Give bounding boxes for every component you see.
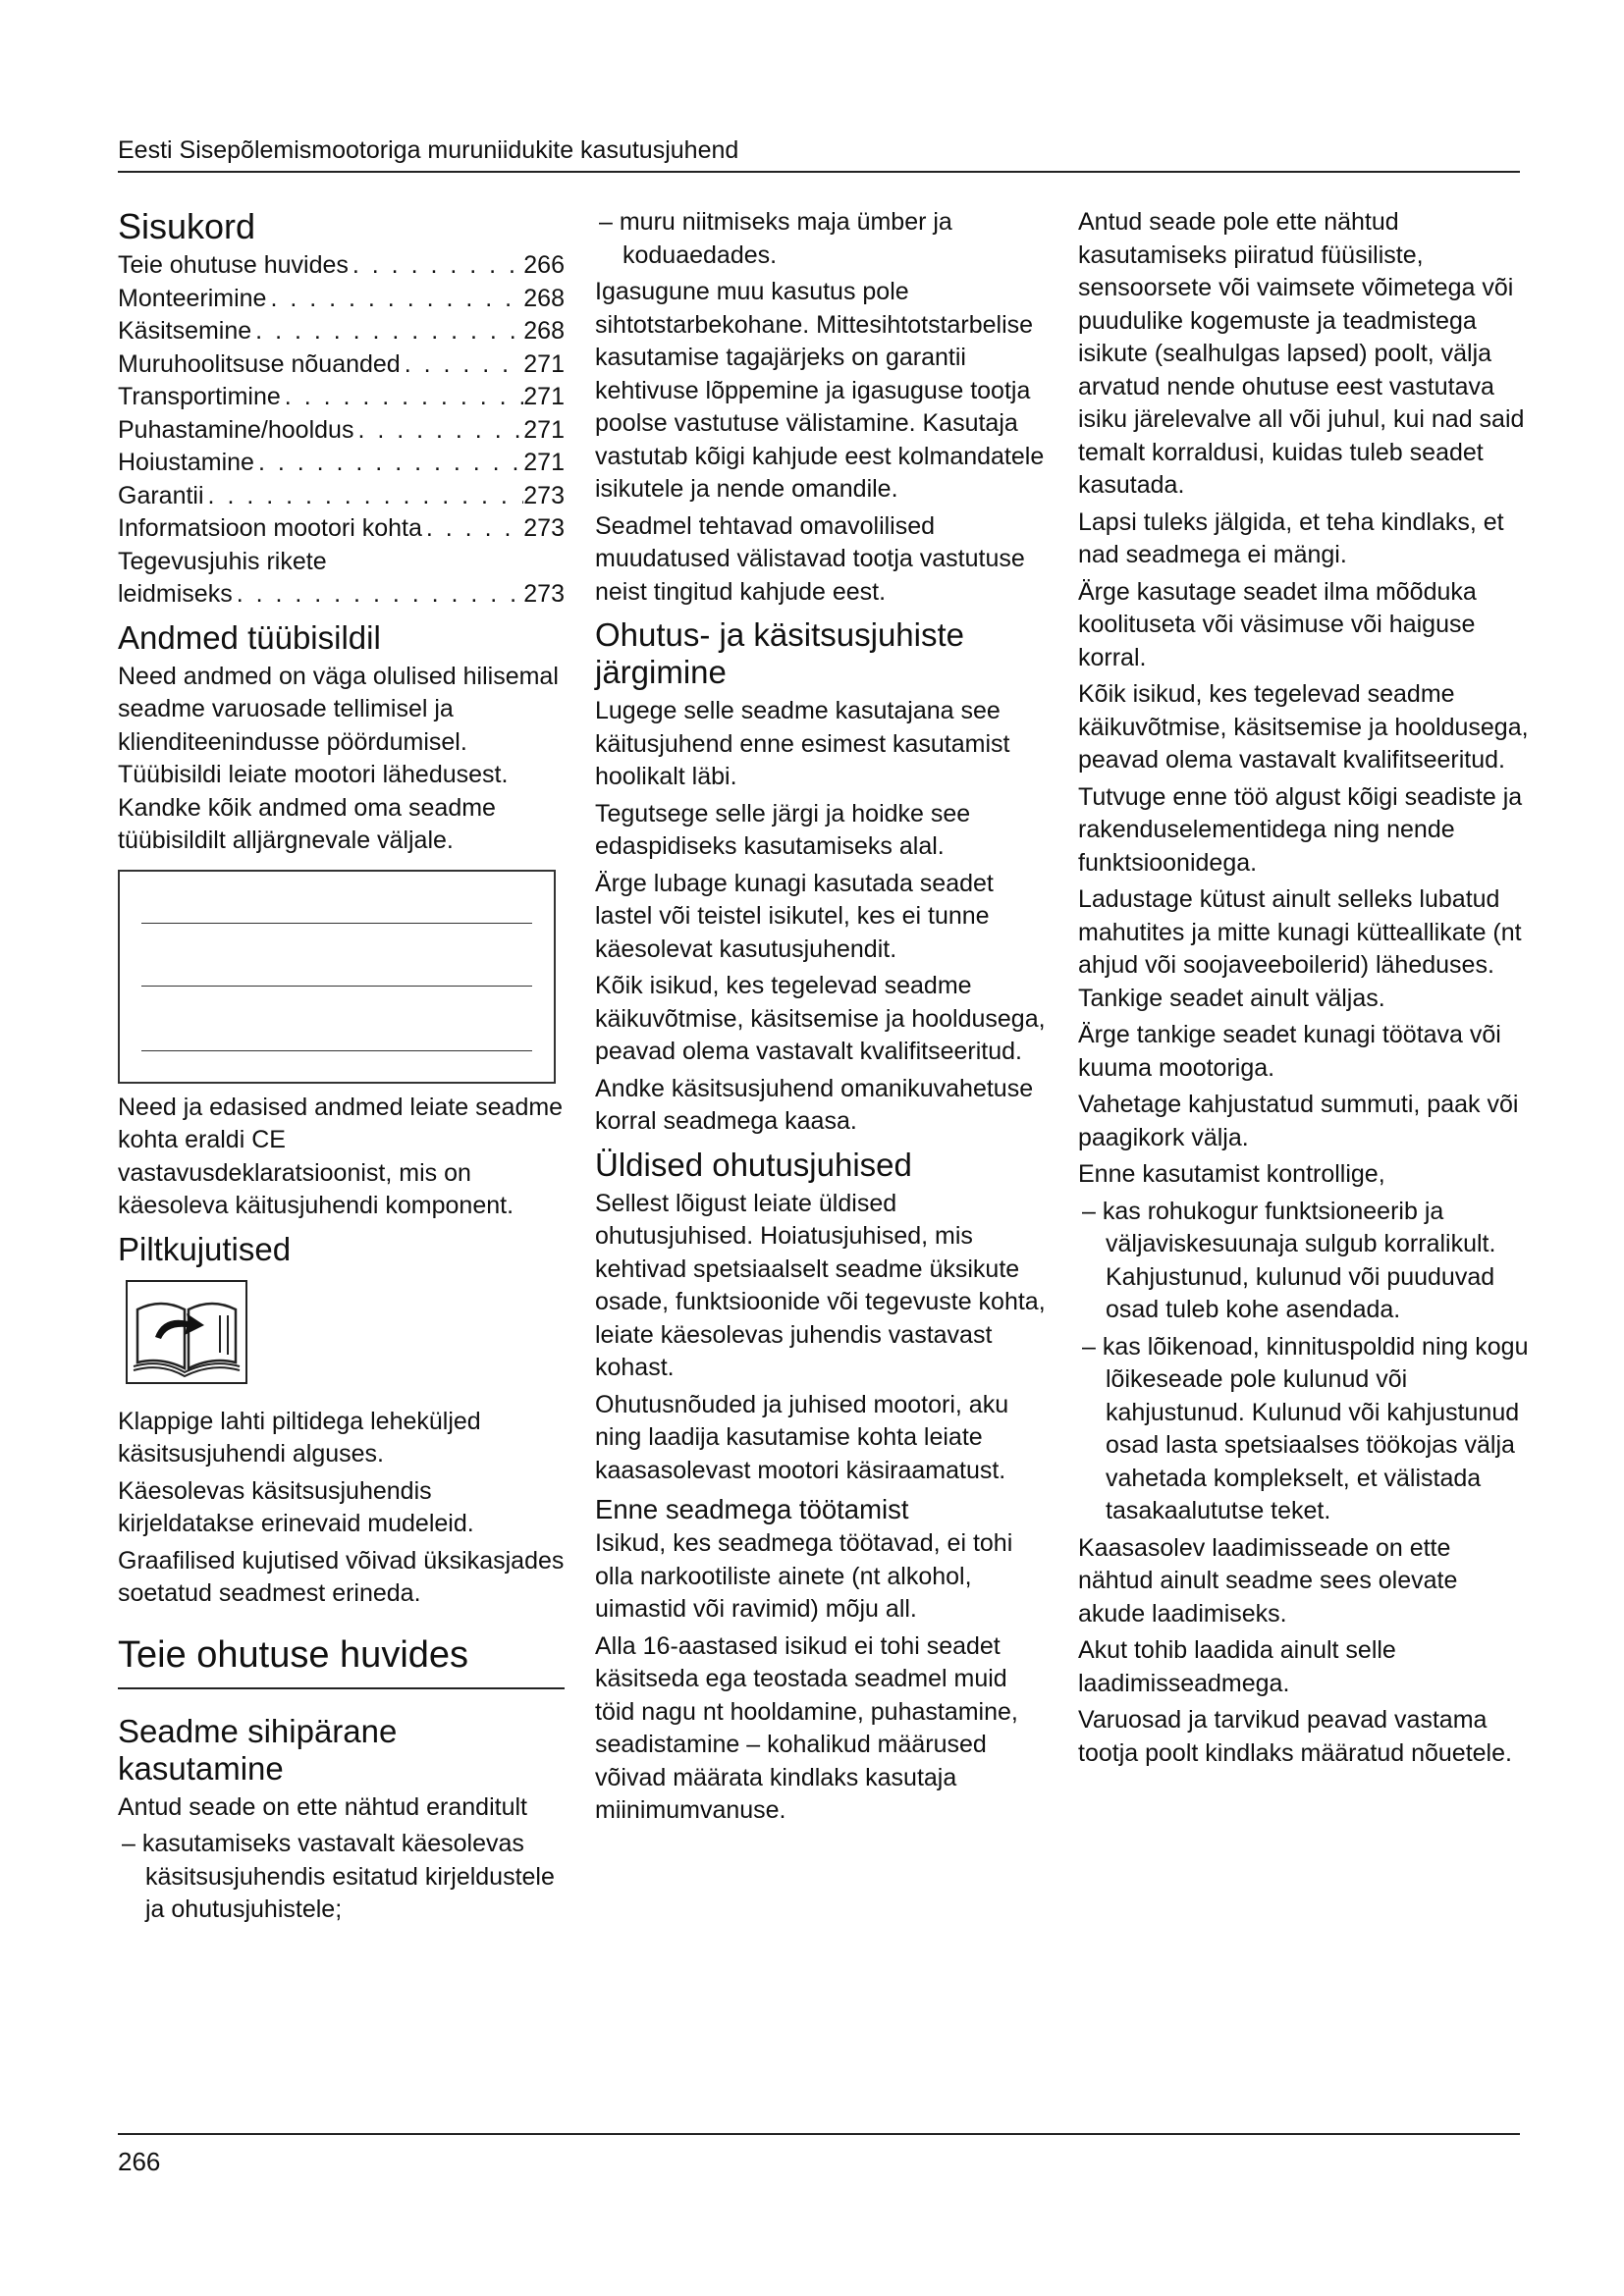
col3-p9: Enne kasutamist kontrollige, xyxy=(1078,1160,1385,1188)
toc-leader-dots xyxy=(251,315,523,348)
col3-p3: Ärge kasutage seadet ilma mõõduka koolituseta või väsimuse või haiguse korral. xyxy=(1078,577,1477,671)
col3-p10: Kaasasolev laadimisseade on ette nähtud ainult seadme sees olevate akude laadimiseks. xyxy=(1078,1533,1458,1628)
pictograms-p1: Klappige lahti piltidega leheküljed käsitsusjuhendi alguses. xyxy=(118,1407,481,1468)
toc-item[interactable] xyxy=(118,414,565,448)
nameplate-entry-line[interactable] xyxy=(141,1050,532,1052)
col3-p2: Lapsi tuleks jälgida, et teha kindlaks, et nad seadmega ei mängi. xyxy=(1078,507,1504,568)
intended-use-intro: Antud seade on ette nähtud eranditult xyxy=(118,1792,527,1821)
toc-item-label: Teie ohutuse huvides xyxy=(118,251,349,279)
footer-divider xyxy=(118,2133,1520,2135)
toc-item-page: 273 xyxy=(523,481,565,509)
intended-use-bullet: – kasutamiseks vastavalt käesolevas käsitsusjuhendis esitatud kirjeldustele ja ohutusjuhistele; xyxy=(122,1830,555,1923)
toc-leader-dots xyxy=(233,578,524,612)
col3-p11: Akut tohib laadida ainult selle laadimisseadmega. xyxy=(1078,1636,1396,1697)
toc-item-label: Garantii xyxy=(118,481,204,509)
column-3 xyxy=(1078,206,1530,1774)
following-p5: Andke käsitsusjuhend omanikuvahetuse korral seadmega kaasa. xyxy=(595,1074,1034,1135)
toc-item-page: 268 xyxy=(523,284,565,312)
check-bullet: – kas lõikenoad, kinnituspoldid ning kogu lõikeseade pole kulunud või kahjustunud. Kulunud või kahjustunud osad lasta spetsiaalses töökojas välja vahetada komplekselt, et välistada tasakaalututse teket. xyxy=(1082,1332,1529,1524)
toc-leader-dots xyxy=(204,480,524,513)
nameplate-intro: Need andmed on väga olulised hilisemal seadme varuosade tellimisel ja klienditeenindusse pöördumisel. Tüübisildi leiate mootori lähedusest. Kandke kõik andmed oma seadme tüübisildilt alljärgnevale väljale. xyxy=(118,662,559,854)
toc-item-label: Hoiustamine xyxy=(118,449,254,476)
column-2 xyxy=(595,206,1047,1832)
section-heading-safety: Teie ohutuse huvides xyxy=(118,1632,565,1689)
page-header-title: Eesti Sisepõlemismootoriga muruniidukite kasutusjuhend xyxy=(118,136,739,164)
toc-item-page: 273 xyxy=(523,580,565,608)
section-heading-nameplate: Andmed tüübisildil xyxy=(118,618,381,656)
intended-use-p1: Igasugune muu kasutus pole sihtotstarbekohane. Mittesihtotstarbelise kasutamise tagajärjeks on garantii kehtivuse lõppemine ja igasuguse tootja poolse vastutuse välistamine. Kasutaja vastutab kõigi kahjude eest kolmandatele isikutele ja nende omandile. xyxy=(595,278,1045,503)
before-p2: Alla 16-aastased isikud ei tohi seadet käsitseda ega teostada seadmel muid töid nagu nt hooldamine, puhastamine, seadistamine – kohalikud määrused võivad määrata kindlaks kasutaja miinimumvanuse. xyxy=(595,1631,1018,1824)
toc-item-page: 271 xyxy=(523,415,565,444)
toc-item-page: 271 xyxy=(523,383,565,410)
toc-item[interactable] xyxy=(118,249,565,283)
toc-item[interactable] xyxy=(118,447,565,480)
toc-item[interactable] xyxy=(118,315,565,348)
following-p2: Tegutsege selle järgi ja hoidke see edaspidiseks kasutamiseks alal. xyxy=(595,799,971,860)
toc-item-label: Käsitsemine xyxy=(118,317,252,345)
header-divider xyxy=(118,171,1520,173)
col3-p8: Vahetage kahjustatud summuti, paak või paagikork välja. xyxy=(1078,1091,1519,1151)
toc-leader-dots xyxy=(353,414,523,448)
toc-leader-dots xyxy=(401,348,524,382)
nameplate-entry-line[interactable] xyxy=(141,986,532,988)
section-heading-pictograms: Piltkujutised xyxy=(118,1230,292,1267)
following-p4: Kõik isikud, kes tegelevad seadme käikuvõtmise, käsitsemise ja hooldusega, peavad olema vastavalt kvalifitseeritud. xyxy=(595,972,1046,1065)
toc-list xyxy=(118,249,565,612)
intended-use-bullet: – muru niitmiseks maja ümber ja koduaedades. xyxy=(599,208,952,269)
toc-item-label: Informatsioon mootori kohta xyxy=(118,514,422,542)
open-book-icon xyxy=(126,1280,247,1384)
toc-item-label: Monteerimine xyxy=(118,284,267,312)
toc-leader-dots xyxy=(422,512,523,546)
toc-item[interactable] xyxy=(118,381,565,414)
col3-p4: Kõik isikud, kes tegelevad seadme käikuvõtmise, käsitsemise ja hooldusega, peavad olema vastavalt kvalifitseeritud. xyxy=(1078,680,1529,774)
toc-item-page: 271 xyxy=(523,349,565,378)
toc-leader-dots xyxy=(254,447,523,480)
subsection-heading-before-work: Enne seadmega töötamist xyxy=(595,1494,909,1524)
toc-item[interactable] xyxy=(118,283,565,316)
nameplate-after: Need ja edasised andmed leiate seadme kohta eraldi CE vastavusdeklaratsioonist, mis on käesoleva käitusjuhendi komponent. xyxy=(118,1093,564,1219)
toc-heading: Sisukord xyxy=(118,206,256,246)
toc-item[interactable] xyxy=(118,546,565,612)
toc-item-label: Transportimine xyxy=(118,383,281,410)
subsection-heading-intended-use: Seadme sihipärane kasutamine xyxy=(118,1712,398,1787)
column-1 xyxy=(118,206,565,1931)
nameplate-entry-line[interactable] xyxy=(141,923,532,925)
intended-use-p2: Seadmel tehtavad omavolilised muudatused välistavad tootja vastutuse neist tingitud kahjude eest. xyxy=(595,511,1025,606)
col3-p6: Ladustage kütust ainult selleks lubatud mahutites ja mitte kunagi kütteallikate (nt ahjud või soojaveeboilerid) läheduses. Tankige seadet ainult väljas. xyxy=(1078,885,1522,1012)
page-number: 266 xyxy=(118,2147,161,2176)
toc-item-label: Muruhoolitsuse nõuanded xyxy=(118,349,401,378)
toc-item[interactable] xyxy=(118,348,565,382)
toc-item[interactable] xyxy=(118,512,565,546)
pictograms-p2: Käesolevas käsitsusjuhendis kirjeldatakse erinevaid mudeleid. xyxy=(118,1476,474,1537)
toc-item-label: Tegevusjuhis rikete xyxy=(118,547,327,575)
col3-p12: Varuosad ja tarvikud peavad vastama tootja poolt kindlaks määratud nõuetele. xyxy=(1078,1706,1512,1767)
general-p1: Sellest lõigust leiate üldised ohutusjuhised. Hoiatusjuhised, mis kehtivad spetsiaalselt seadme üksikute osade, funktsioonide või tegevuste kohta, leiate käesolevas juhendis vastavast kohast. xyxy=(595,1189,1046,1381)
col3-p1: Antud seade pole ette nähtud kasutamiseks piiratud füüsiliste, sensoorsete või vaimsete võimetega või puudulike kogemuste ja teadmistega isikute (sealhulgas lapsed) poolt, välja arvatud nende ohutuse eest vastutava isiku järelevalve all või juhul, kui nad said temalt korraldusi, kuidas tuleb seadet kasutada. xyxy=(1078,208,1525,499)
toc-item-page: 271 xyxy=(523,449,565,476)
toc-item-page: 273 xyxy=(523,514,565,542)
pictograms-p3: Graafilised kujutised võivad üksikasjades soetatud seadmest erineda. xyxy=(118,1546,565,1607)
toc-item-label: Puhastamine/hooldus xyxy=(118,415,354,444)
subsection-heading-general-safety: Üldised ohutusjuhised xyxy=(595,1146,912,1183)
before-p1: Isikud, kes seadmega töötavad, ei tohi olla narkootiliste ainete (nt alkohol, uimastid või ravimid) mõju all. xyxy=(595,1529,1013,1623)
toc-item-page: 266 xyxy=(523,251,565,279)
check-bullet: – kas rohukogur funktsioneerib ja väljaviskesuunaja sulgub korralikult. Kahjustunud, kulunud või puuduvad osad tuleb kohe asendada. xyxy=(1082,1197,1496,1323)
general-p2: Ohutusnõuded ja juhised mootori, aku ning laadija kasutamise kohta leiate kaasasolevast mootori käsiraamatust. xyxy=(595,1390,1009,1484)
nameplate-entry-box xyxy=(118,870,556,1084)
toc-item-label-continued: leidmiseks xyxy=(118,580,233,608)
following-p1: Lugege selle seadme kasutajana see käitusjuhend enne esimest kasutamist hoolikalt läbi. xyxy=(595,697,1010,790)
col3-p5: Tutvuge enne töö algust kõigi seadiste ja rakenduselementidega ning nende funktsioonidega. xyxy=(1078,782,1523,877)
toc-leader-dots xyxy=(266,283,523,316)
subsection-heading-following-instructions: Ohutus- ja käsitsusjuhiste järgimine xyxy=(595,616,965,690)
toc-leader-dots xyxy=(349,249,523,283)
toc-leader-dots xyxy=(281,381,523,414)
col3-p7: Ärge tankige seadet kunagi töötava või kuuma mootoriga. xyxy=(1078,1021,1501,1082)
toc-item[interactable] xyxy=(118,480,565,513)
following-p3: Ärge lubage kunagi kasutada seadet lastel või teistel isikutel, kes ei tunne käesolevat kasutusjuhendit. xyxy=(595,869,994,963)
toc-item-page: 268 xyxy=(523,317,565,345)
